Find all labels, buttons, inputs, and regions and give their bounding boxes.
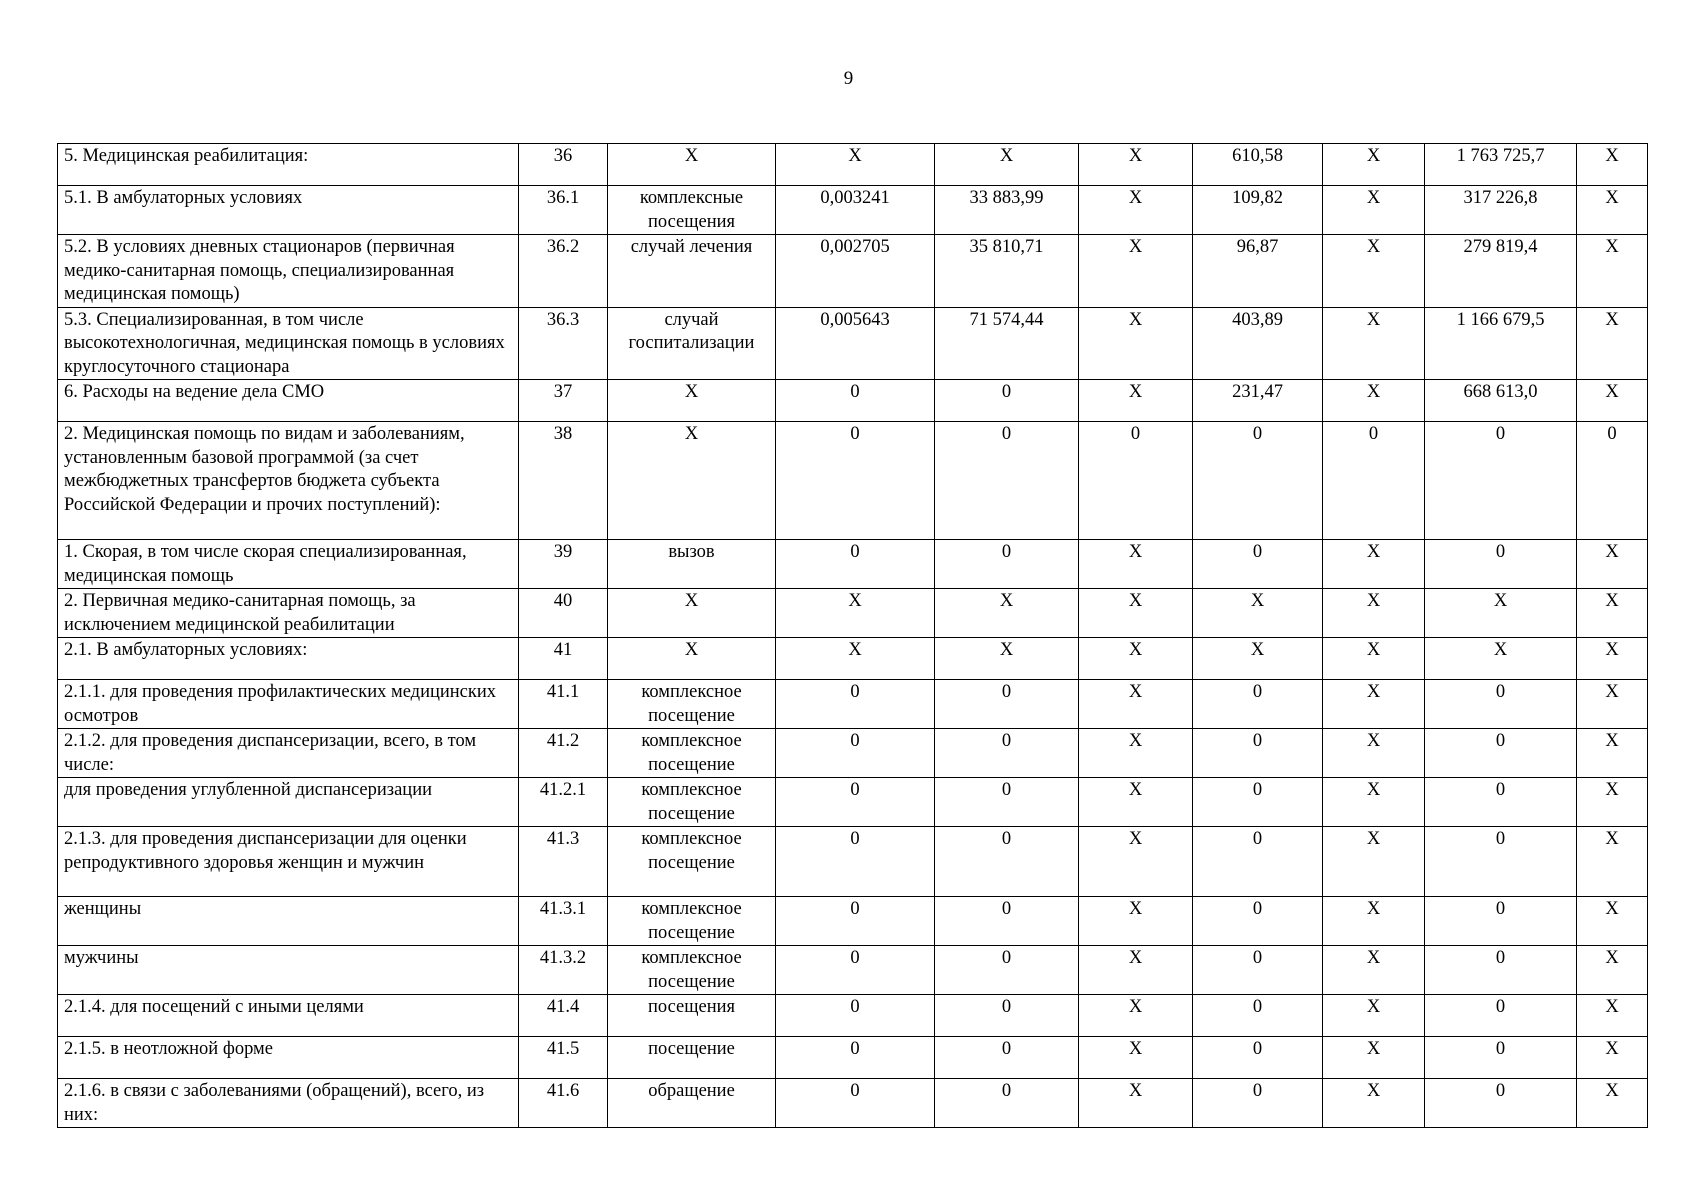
- value-cell-7: X: [1577, 680, 1648, 729]
- value-cell-1: 0: [776, 422, 935, 540]
- value-cell-2: 0: [935, 778, 1079, 827]
- table-body: [58, 144, 1648, 1128]
- table-row: [58, 946, 1648, 995]
- value-cell-6: X: [1425, 589, 1577, 638]
- value-cell-3: X: [1079, 680, 1193, 729]
- unit-cell: комплексное посещение: [608, 827, 776, 897]
- value-cell-5: X: [1323, 827, 1425, 897]
- value-cell-5: X: [1323, 186, 1425, 235]
- value-cell-5: X: [1323, 1079, 1425, 1128]
- value-cell-2: 0: [935, 680, 1079, 729]
- unit-cell: случай госпитализации: [608, 307, 776, 380]
- row-number-cell: 41.2.1: [519, 778, 608, 827]
- value-cell-4: 0: [1193, 1037, 1323, 1079]
- table-row: [58, 540, 1648, 589]
- table-row: [58, 1079, 1648, 1128]
- value-cell-7: X: [1577, 186, 1648, 235]
- value-cell-5: X: [1323, 729, 1425, 778]
- value-cell-4: 0: [1193, 778, 1323, 827]
- value-cell-6: 1 166 679,5: [1425, 307, 1577, 380]
- row-number-cell: 41: [519, 638, 608, 680]
- value-cell-5: X: [1323, 946, 1425, 995]
- value-cell-3: X: [1079, 235, 1193, 308]
- value-cell-5: X: [1323, 307, 1425, 380]
- row-number-cell: 36.2: [519, 235, 608, 308]
- value-cell-1: X: [776, 589, 935, 638]
- value-cell-3: X: [1079, 540, 1193, 589]
- value-cell-7: X: [1577, 144, 1648, 186]
- unit-cell: X: [608, 380, 776, 422]
- table-row: [58, 729, 1648, 778]
- row-number-cell: 36: [519, 144, 608, 186]
- value-cell-1: 0: [776, 680, 935, 729]
- value-cell-2: 0: [935, 729, 1079, 778]
- row-name-cell: 2.1.4. для посещений с иными целями: [58, 995, 519, 1037]
- value-cell-6: 0: [1425, 946, 1577, 995]
- unit-cell: случай лечения: [608, 235, 776, 308]
- value-cell-7: X: [1577, 1079, 1648, 1128]
- value-cell-4: 109,82: [1193, 186, 1323, 235]
- page-number: 9: [843, 68, 854, 89]
- value-cell-3: X: [1079, 307, 1193, 380]
- value-cell-6: 1 763 725,7: [1425, 144, 1577, 186]
- value-cell-1: 0: [776, 827, 935, 897]
- row-name-cell: 2.1.3. для проведения диспансеризации для оценки репродуктивного здоровья женщин и мужчин: [58, 827, 519, 897]
- value-cell-4: 0: [1193, 1079, 1323, 1128]
- value-cell-7: X: [1577, 380, 1648, 422]
- value-cell-2: 33 883,99: [935, 186, 1079, 235]
- value-cell-6: 0: [1425, 995, 1577, 1037]
- value-cell-1: X: [776, 144, 935, 186]
- value-cell-3: X: [1079, 778, 1193, 827]
- value-cell-3: X: [1079, 995, 1193, 1037]
- value-cell-6: 0: [1425, 1037, 1577, 1079]
- data-table: [57, 143, 1648, 1128]
- row-number-cell: 40: [519, 589, 608, 638]
- value-cell-2: 35 810,71: [935, 235, 1079, 308]
- value-cell-3: X: [1079, 897, 1193, 946]
- value-cell-3: X: [1079, 1079, 1193, 1128]
- unit-cell: посещения: [608, 995, 776, 1037]
- row-name-cell: мужчины: [58, 946, 519, 995]
- row-name-cell: 2.1.1. для проведения профилактических медицинских осмотров: [58, 680, 519, 729]
- value-cell-1: X: [776, 638, 935, 680]
- value-cell-7: X: [1577, 897, 1648, 946]
- value-cell-7: X: [1577, 638, 1648, 680]
- value-cell-2: 0: [935, 422, 1079, 540]
- value-cell-7: X: [1577, 946, 1648, 995]
- unit-cell: обращение: [608, 1079, 776, 1128]
- value-cell-6: 0: [1425, 1079, 1577, 1128]
- unit-cell: комплексное посещение: [608, 897, 776, 946]
- row-name-cell: женщины: [58, 897, 519, 946]
- table-row: [58, 1037, 1648, 1079]
- unit-cell: комплексное посещение: [608, 778, 776, 827]
- value-cell-2: 0: [935, 540, 1079, 589]
- value-cell-6: 0: [1425, 897, 1577, 946]
- value-cell-1: 0,005643: [776, 307, 935, 380]
- value-cell-2: X: [935, 589, 1079, 638]
- row-name-cell: 2.1.2. для проведения диспансеризации, всего, в том числе:: [58, 729, 519, 778]
- unit-cell: X: [608, 638, 776, 680]
- value-cell-6: 668 613,0: [1425, 380, 1577, 422]
- value-cell-5: X: [1323, 540, 1425, 589]
- value-cell-5: 0: [1323, 422, 1425, 540]
- value-cell-6: 317 226,8: [1425, 186, 1577, 235]
- table-row: [58, 307, 1648, 380]
- value-cell-1: 0: [776, 995, 935, 1037]
- value-cell-6: 0: [1425, 729, 1577, 778]
- value-cell-2: 71 574,44: [935, 307, 1079, 380]
- value-cell-1: 0: [776, 946, 935, 995]
- table-row: [58, 589, 1648, 638]
- value-cell-4: 403,89: [1193, 307, 1323, 380]
- row-number-cell: 36.3: [519, 307, 608, 380]
- unit-cell: комплексное посещение: [608, 729, 776, 778]
- value-cell-7: X: [1577, 540, 1648, 589]
- row-name-cell: 2.1.6. в связи с заболеваниями (обращений), всего, из них:: [58, 1079, 519, 1128]
- row-name-cell: 5.1. В амбулаторных условиях: [58, 186, 519, 235]
- value-cell-2: 0: [935, 827, 1079, 897]
- row-number-cell: 41.3.1: [519, 897, 608, 946]
- value-cell-1: 0: [776, 380, 935, 422]
- row-name-cell: 2.1.5. в неотложной форме: [58, 1037, 519, 1079]
- value-cell-6: 0: [1425, 422, 1577, 540]
- value-cell-2: 0: [935, 1079, 1079, 1128]
- value-cell-6: 279 819,4: [1425, 235, 1577, 308]
- value-cell-2: X: [935, 144, 1079, 186]
- row-number-cell: 41.3.2: [519, 946, 608, 995]
- row-number-cell: 36.1: [519, 186, 608, 235]
- value-cell-6: X: [1425, 638, 1577, 680]
- row-number-cell: 37: [519, 380, 608, 422]
- row-name-cell: 5.3. Специализированная, в том числе высокотехнологичная, медицинская помощь в условиях круглосуточного стационара: [58, 307, 519, 380]
- value-cell-6: 0: [1425, 540, 1577, 589]
- value-cell-3: X: [1079, 144, 1193, 186]
- value-cell-6: 0: [1425, 827, 1577, 897]
- value-cell-7: 0: [1577, 422, 1648, 540]
- value-cell-3: X: [1079, 589, 1193, 638]
- value-cell-7: X: [1577, 307, 1648, 380]
- value-cell-4: 0: [1193, 827, 1323, 897]
- row-number-cell: 41.6: [519, 1079, 608, 1128]
- value-cell-5: X: [1323, 1037, 1425, 1079]
- value-cell-4: 0: [1193, 540, 1323, 589]
- unit-cell: комплексное посещение: [608, 680, 776, 729]
- row-name-cell: 5. Медицинская реабилитация:: [58, 144, 519, 186]
- value-cell-1: 0,002705: [776, 235, 935, 308]
- table-row: [58, 235, 1648, 308]
- row-name-cell: 2. Первичная медико-санитарная помощь, за исключением медицинской реабилитации: [58, 589, 519, 638]
- table-row: [58, 380, 1648, 422]
- table-row: [58, 186, 1648, 235]
- row-name-cell: 6. Расходы на ведение дела СМО: [58, 380, 519, 422]
- value-cell-1: 0: [776, 1079, 935, 1128]
- row-number-cell: 41.2: [519, 729, 608, 778]
- value-cell-5: X: [1323, 638, 1425, 680]
- value-cell-4: 0: [1193, 680, 1323, 729]
- row-number-cell: 41.3: [519, 827, 608, 897]
- value-cell-4: 0: [1193, 897, 1323, 946]
- value-cell-6: 0: [1425, 680, 1577, 729]
- unit-cell: вызов: [608, 540, 776, 589]
- table-row: [58, 995, 1648, 1037]
- value-cell-2: 0: [935, 1037, 1079, 1079]
- value-cell-1: 0: [776, 778, 935, 827]
- value-cell-3: X: [1079, 729, 1193, 778]
- value-cell-2: 0: [935, 995, 1079, 1037]
- value-cell-1: 0: [776, 1037, 935, 1079]
- value-cell-2: 0: [935, 380, 1079, 422]
- table-row: [58, 144, 1648, 186]
- row-name-cell: 2.1. В амбулаторных условиях:: [58, 638, 519, 680]
- value-cell-7: X: [1577, 729, 1648, 778]
- unit-cell: комплексное посещение: [608, 946, 776, 995]
- unit-cell: X: [608, 144, 776, 186]
- value-cell-1: 0: [776, 540, 935, 589]
- unit-cell: комплексные посещения: [608, 186, 776, 235]
- value-cell-4: X: [1193, 638, 1323, 680]
- value-cell-3: X: [1079, 380, 1193, 422]
- value-cell-4: 231,47: [1193, 380, 1323, 422]
- value-cell-2: 0: [935, 946, 1079, 995]
- value-cell-1: 0,003241: [776, 186, 935, 235]
- row-number-cell: 41.5: [519, 1037, 608, 1079]
- value-cell-7: X: [1577, 995, 1648, 1037]
- table-row: [58, 778, 1648, 827]
- value-cell-3: 0: [1079, 422, 1193, 540]
- value-cell-5: X: [1323, 995, 1425, 1037]
- value-cell-5: X: [1323, 235, 1425, 308]
- value-cell-7: X: [1577, 1037, 1648, 1079]
- row-name-cell: 5.2. В условиях дневных стационаров (первичная медико-санитарная помощь, специализированная медицинская помощь): [58, 235, 519, 308]
- value-cell-4: 0: [1193, 946, 1323, 995]
- value-cell-5: X: [1323, 144, 1425, 186]
- value-cell-2: 0: [935, 897, 1079, 946]
- value-cell-7: X: [1577, 778, 1648, 827]
- row-name-cell: 2. Медицинская помощь по видам и заболеваниям, установленным базовой программой (за счет межбюджетных трансфертов бюджета субъекта Российской Федерации и прочих поступлений):: [58, 422, 519, 540]
- unit-cell: X: [608, 589, 776, 638]
- value-cell-7: X: [1577, 235, 1648, 308]
- unit-cell: посещение: [608, 1037, 776, 1079]
- value-cell-3: X: [1079, 638, 1193, 680]
- value-cell-6: 0: [1425, 778, 1577, 827]
- row-number-cell: 41.1: [519, 680, 608, 729]
- value-cell-5: X: [1323, 589, 1425, 638]
- table-row: [58, 638, 1648, 680]
- value-cell-4: 96,87: [1193, 235, 1323, 308]
- value-cell-5: X: [1323, 380, 1425, 422]
- value-cell-3: X: [1079, 827, 1193, 897]
- row-name-cell: для проведения углубленной диспансеризации: [58, 778, 519, 827]
- value-cell-4: 610,58: [1193, 144, 1323, 186]
- value-cell-5: X: [1323, 897, 1425, 946]
- value-cell-5: X: [1323, 778, 1425, 827]
- table-row: [58, 680, 1648, 729]
- row-number-cell: 41.4: [519, 995, 608, 1037]
- value-cell-3: X: [1079, 946, 1193, 995]
- row-number-cell: 39: [519, 540, 608, 589]
- value-cell-3: X: [1079, 186, 1193, 235]
- value-cell-1: 0: [776, 897, 935, 946]
- value-cell-4: 0: [1193, 422, 1323, 540]
- value-cell-7: X: [1577, 589, 1648, 638]
- value-cell-4: 0: [1193, 729, 1323, 778]
- value-cell-7: X: [1577, 827, 1648, 897]
- table-row: [58, 422, 1648, 540]
- row-number-cell: 38: [519, 422, 608, 540]
- row-name-cell: 1. Скорая, в том числе скорая специализированная, медицинская помощь: [58, 540, 519, 589]
- value-cell-1: 0: [776, 729, 935, 778]
- value-cell-3: X: [1079, 1037, 1193, 1079]
- table-row: [58, 897, 1648, 946]
- value-cell-5: X: [1323, 680, 1425, 729]
- value-cell-4: X: [1193, 589, 1323, 638]
- value-cell-4: 0: [1193, 995, 1323, 1037]
- unit-cell: X: [608, 422, 776, 540]
- table-row: [58, 827, 1648, 897]
- value-cell-2: X: [935, 638, 1079, 680]
